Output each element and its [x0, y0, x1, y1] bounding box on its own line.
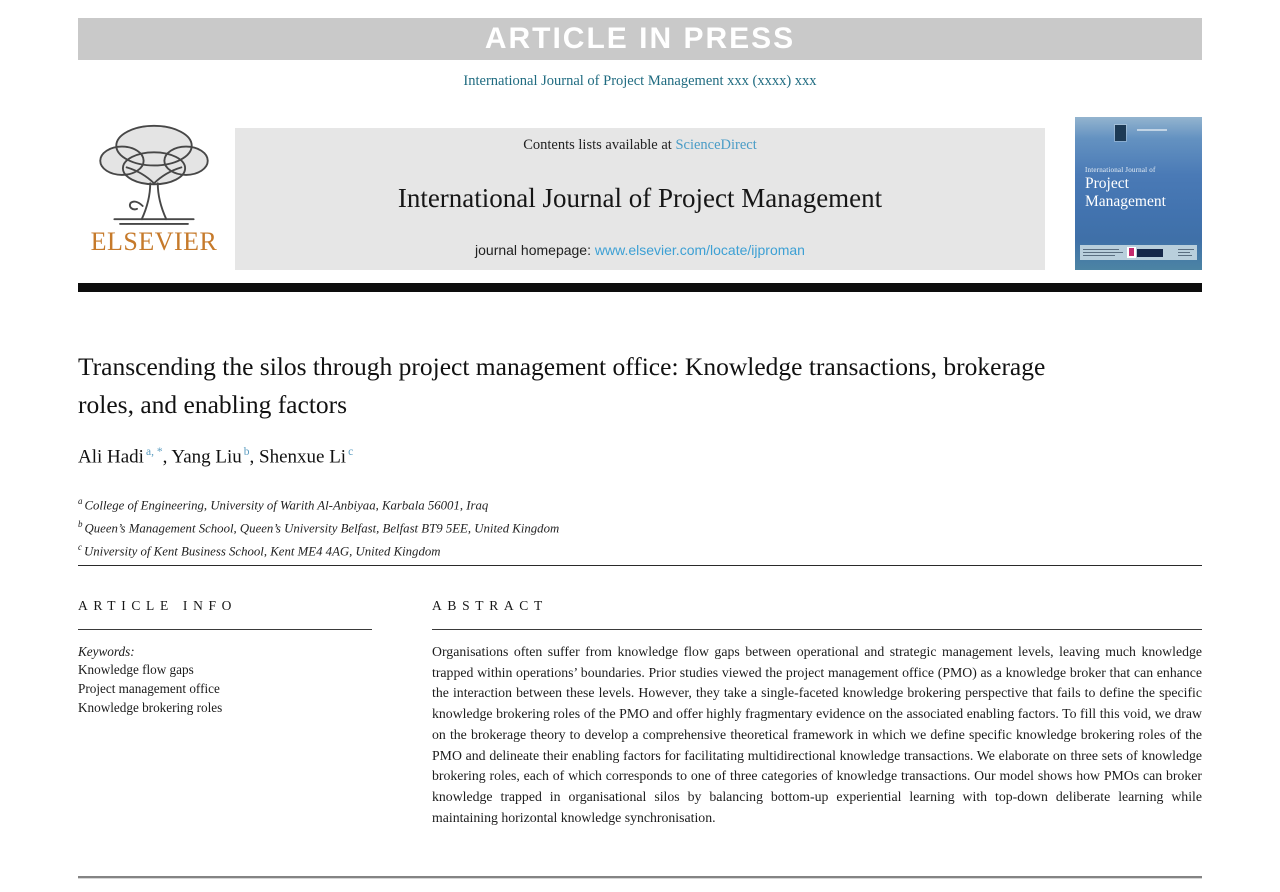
journal-cover-thumbnail [1075, 117, 1202, 270]
author-separator: , [162, 446, 172, 468]
affiliation-text: Queen’s Management School, Queen’s University Belfast, Belfast BT9 5EE, United Kingdom [84, 521, 560, 536]
keyword: Knowledge brokering roles [78, 699, 223, 715]
affiliation-sup: b [78, 518, 83, 529]
abstract-heading: ABSTRACT [432, 598, 548, 613]
journal-title: International Journal of Project Management [397, 182, 883, 213]
elsevier-logo [78, 115, 230, 271]
journal-header [78, 115, 1202, 271]
affiliation-list [78, 492, 559, 560]
sciencedirect-link[interactable]: ScienceDirect [675, 137, 757, 153]
contents-prefix: Contents lists available at [523, 137, 676, 153]
abstract-rule [432, 629, 1202, 630]
affiliation-item [78, 492, 559, 515]
elsevier-tree-icon [88, 117, 220, 229]
article-title: Transcending the silos through project management office: Knowledge transactions, brokerage roles, and enabling factors [78, 352, 1046, 419]
cover-series-text: International Journal of [1085, 166, 1156, 174]
affiliation-sup: a [78, 496, 83, 506]
journal-citation-link[interactable]: International Journal of Project Management xxx (xxxx) xxx [463, 73, 817, 89]
affiliation-item [78, 515, 559, 538]
author-affiliation-marker[interactable]: c [348, 446, 354, 458]
author-affiliation-marker[interactable]: b [243, 446, 250, 458]
abstract-section [432, 598, 1202, 828]
elsevier-wordmark: ELSEVIER [90, 227, 218, 256]
article-info-section [78, 598, 372, 717]
homepage-link[interactable]: www.elsevier.com/locate/ijproman [594, 242, 805, 258]
page-bottom-rule [78, 876, 1202, 879]
contents-line [235, 137, 1045, 154]
author-separator: , [249, 446, 260, 468]
section-divider-rule [78, 565, 1202, 566]
article-info-rule [78, 629, 372, 630]
journal-banner-box [235, 128, 1045, 270]
article-in-press-banner [78, 18, 1202, 60]
affiliation-text: University of Kent Business School, Kent ME4 4AG, United Kingdom [84, 543, 441, 558]
cover-footer-text-left [1083, 249, 1123, 257]
author-name: Shenxue Li [259, 446, 347, 468]
cover-emblem-icon [1115, 125, 1126, 141]
author-name: Ali Hadi [78, 446, 144, 468]
banner-text: ARTICLE IN PRESS [484, 22, 796, 55]
ipma-logo-icon [1127, 247, 1136, 258]
keyword: Knowledge flow gaps [78, 662, 194, 677]
cover-footer-text-right [1178, 249, 1194, 257]
cover-title-text: Project Management [1085, 175, 1166, 210]
article-info-heading: ARTICLE INFO [78, 598, 238, 613]
author-name: Yang Liu [171, 446, 242, 468]
cover-bottom-strip [1080, 245, 1197, 260]
keywords-label: Keywords: [78, 644, 135, 659]
header-divider-bar [78, 283, 1202, 292]
cover-top-text-placeholder [1137, 129, 1167, 131]
cover-footer-badge [1137, 249, 1163, 257]
affiliation-item [78, 538, 559, 561]
affiliation-sup: c [78, 541, 82, 552]
author-affiliation-marker[interactable]: a, * [145, 446, 163, 458]
author-line [78, 446, 353, 468]
keyword: Project management office [78, 680, 220, 696]
homepage-prefix: journal homepage: [475, 242, 595, 258]
abstract-text: Organisations often suffer from knowledge flow gaps between operational and strategic management levels, leaving much knowledge trapped within operations’ boundaries. Prior studies viewed the project management office (PMO) as a knowledge broker that can enhance the interaction between these levels. However, they take a single-faceted knowledge brokering perspective that fails to define the specific knowledge brokering roles of the PMO and offer highly fragmentary evidence on the associated enabling factors. To fill this void, we draw on the brokerage theory to develop a comprehensive theoretical framework in which we define specific knowledge brokering roles of the PMO and delineate their enabling factors for facilitating multidirectional knowledge transactions. We elaborate on three sets of knowledge brokering roles, each of which corresponds to one of three categories of knowledge transactions. Our model shows how PMOs can broker knowledge trapped in organisational silos by balancing bottom-up experiential learning with top-down deliberate learning while maintaining horizontal knowledge synchronisation. [432, 644, 1202, 825]
homepage-line [235, 242, 1045, 258]
affiliation-text: College of Engineering, University of Warith Al-Anbiyaa, Karbala 56001, Iraq [84, 498, 489, 513]
